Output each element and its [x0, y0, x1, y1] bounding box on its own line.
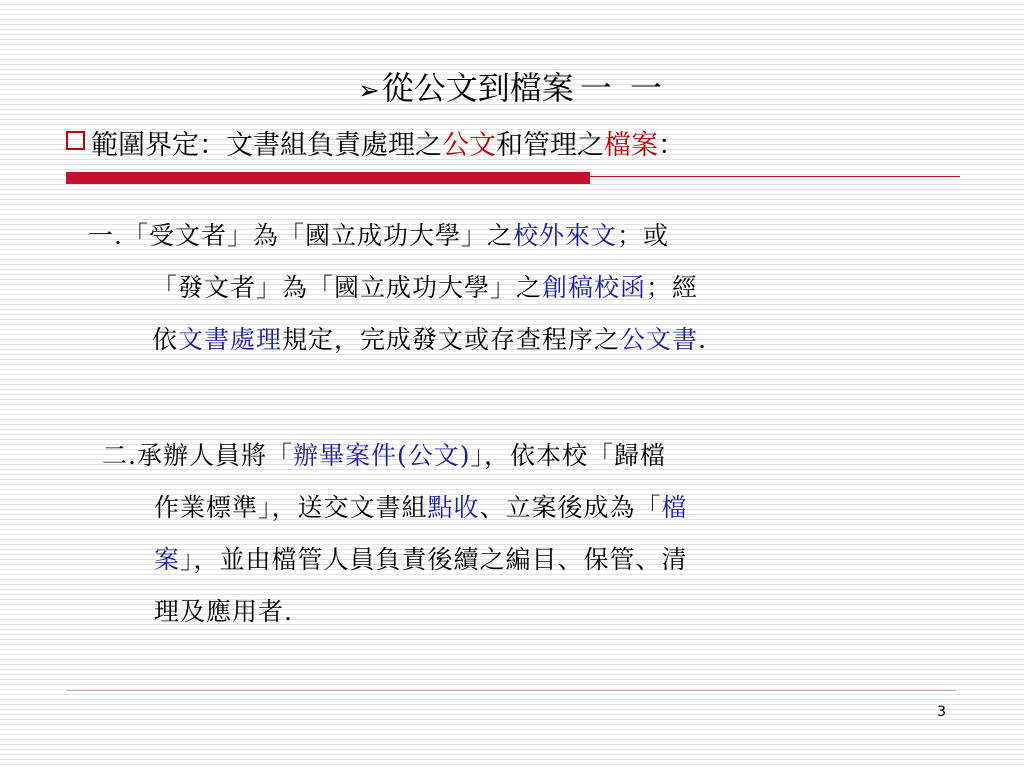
- subtitle-middle: 和管理之: [496, 130, 604, 161]
- paragraph-one: [88, 210, 707, 366]
- title-underline-thick: [66, 172, 590, 184]
- text-segment: 理及應用者.: [154, 597, 293, 626]
- text-segment: 規定，完成發文或存查程序之: [282, 325, 621, 354]
- text-segment: 「受文者」為「國立成功大學」之: [122, 221, 513, 250]
- subtitle-highlight-archive: 檔案: [604, 130, 658, 161]
- highlight-document-handling: 文書處理: [178, 325, 283, 354]
- paragraph-two: [102, 430, 688, 638]
- title-dash: 一 一: [579, 69, 666, 107]
- subtitle-prefix: 範圍界定：文書組負責處理之: [91, 130, 442, 161]
- title-underline-thin: [590, 176, 960, 177]
- highlight-archive-start: 檔: [661, 493, 688, 522]
- text-segment: 作業標準」，送交文書組: [154, 493, 428, 522]
- paragraph-two-line-4: [102, 586, 688, 638]
- subtitle-suffix: ：: [658, 130, 685, 161]
- text-segment: 」，依本校「歸檔: [470, 441, 666, 470]
- text-segment: ；或: [616, 221, 669, 250]
- highlight-receipt-check: 點收: [427, 493, 480, 522]
- text-segment: 「發文者」為「國立成功大學」之: [152, 273, 543, 302]
- text-segment: 承辦人員將「: [136, 441, 293, 470]
- title-text: 從公文到檔案: [381, 69, 574, 107]
- paragraph-one-line-1: [88, 210, 707, 262]
- subtitle-highlight-official-document: 公文: [442, 130, 496, 161]
- text-segment: .: [698, 325, 708, 354]
- highlight-official-document: 公文書: [620, 325, 699, 354]
- text-segment: ；經: [646, 273, 699, 302]
- text-segment: 」，並由檔管人員負責後續之編目、保管、清: [180, 545, 688, 574]
- paragraph-two-line-1: [102, 430, 688, 482]
- page-number: 3: [937, 704, 946, 720]
- checkbox-bullet-icon: [66, 131, 85, 150]
- list-marker-one: 一.: [88, 221, 123, 250]
- subtitle: [66, 126, 685, 166]
- text-segment: 、立案後成為「: [479, 493, 662, 522]
- text-segment: 依: [152, 325, 179, 354]
- slide-title: [0, 66, 1024, 113]
- paragraph-one-line-2: [88, 262, 707, 314]
- footer-divider: [66, 690, 956, 691]
- highlight-external-incoming: 校外來文: [512, 221, 617, 250]
- highlight-completed-case: 辦畢案件(公文): [292, 441, 471, 470]
- arrow-bullet-icon: ➢: [358, 76, 380, 106]
- highlight-archive-end: 案: [154, 545, 181, 574]
- paragraph-one-line-3: [88, 314, 707, 366]
- list-marker-two: 二.: [102, 441, 137, 470]
- paragraph-two-line-2: [102, 482, 688, 534]
- highlight-draft-letter: 創稿校函: [542, 273, 647, 302]
- paragraph-two-line-3: [102, 534, 688, 586]
